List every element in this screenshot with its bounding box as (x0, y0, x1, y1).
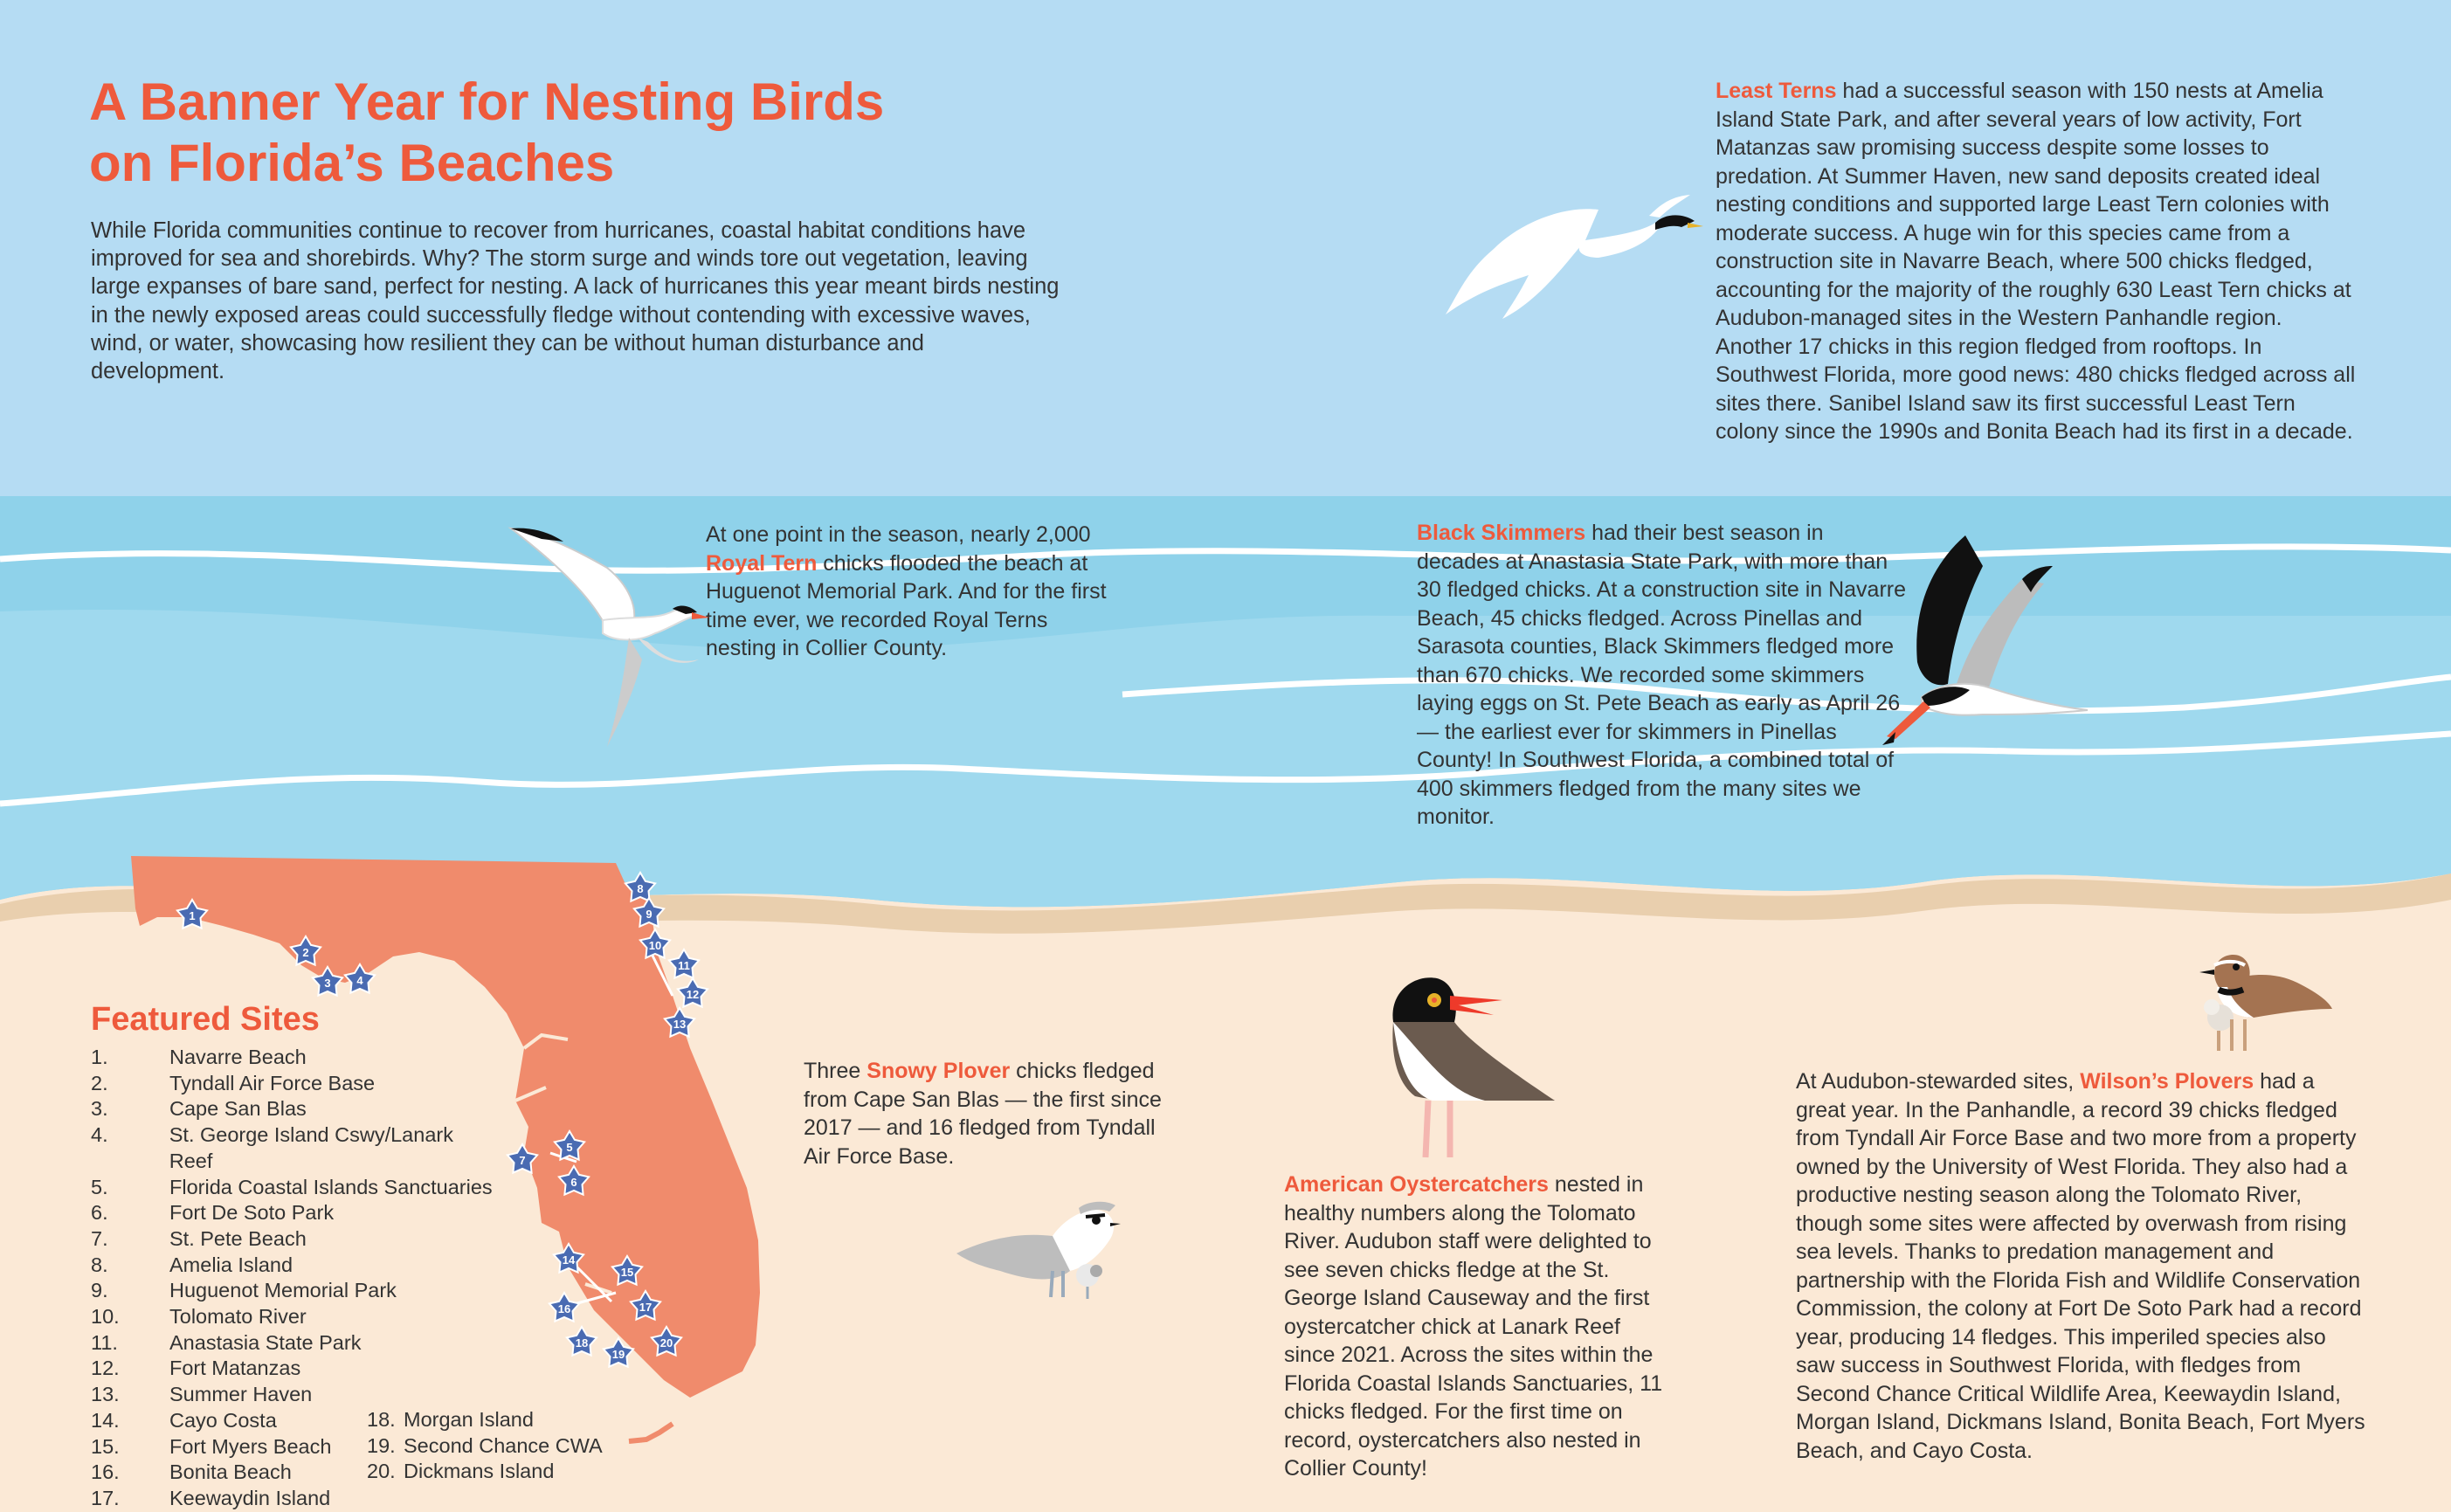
royal-tern-paragraph (706, 521, 1116, 663)
wilsons-plover-icon (2192, 948, 2332, 1057)
snowy-plover-before: Three (804, 1059, 867, 1083)
site-name: St. George Island Cswy/Lanark Reef (169, 1123, 453, 1172)
site-number: 20. (367, 1460, 396, 1483)
site-number: 14. (91, 1408, 120, 1432)
marker-number: 8 (637, 882, 644, 895)
marker-number: 6 (570, 1176, 577, 1189)
site-name: Florida Coastal Islands Sanctuaries (169, 1175, 493, 1198)
black-skimmer-species: Black Skimmers (1417, 521, 1586, 545)
list-item (91, 1330, 501, 1357)
title-line-1: A Banner Year for Nesting Birds (89, 72, 885, 131)
list-item (91, 1096, 501, 1122)
site-name: Fort Matanzas (169, 1357, 301, 1380)
least-tern-paragraph (1716, 77, 2362, 446)
marker-number: 13 (673, 1018, 687, 1031)
marker-number: 2 (302, 946, 309, 959)
marker-number: 18 (575, 1336, 589, 1350)
marker-number: 19 (611, 1348, 625, 1361)
site-name: St. Pete Beach (169, 1226, 307, 1250)
least-tern-icon (1441, 162, 1703, 328)
site-number: 16. (91, 1460, 120, 1484)
marker-number: 3 (324, 977, 331, 990)
list-item (91, 1486, 501, 1512)
list-item (91, 1304, 501, 1330)
marker-number: 16 (557, 1302, 571, 1315)
list-item (91, 1200, 501, 1226)
site-number: 6. (91, 1201, 108, 1225)
black-skimmer-paragraph (1417, 519, 1906, 832)
site-number: 12. (91, 1357, 120, 1380)
wilsons-plover-after: had a great year. In the Panhandle, a record 39 chicks fledged from Tyndall Air Force Base and two more from a property owned by the University of West Florida. They also had a productive nesting season along the Tolomato River, though some sites were affected by overwash from rising sea levels. Thanks to predation management and partnership with the Florida Fish and Wildlife Conservation Commission, the colony at Fort De Soto Park had a record year, producing 14 fledges. This imperiled species also saw success in Southwest Florida, with fledges from Second Chance Critical Wildlife Area, Keewaydin Island, Morgan Island, Dickmans Island, Bonita Beach, Fort Myers Beach, and Cayo Costa. (1796, 1069, 2365, 1463)
snowy-plover-species: Snowy Plover (866, 1059, 1011, 1083)
list-item (91, 1253, 501, 1279)
site-name: Fort Myers Beach (169, 1434, 332, 1458)
site-name: Tolomato River (169, 1305, 307, 1329)
site-number: 11. (91, 1330, 118, 1354)
site-number: 4. (91, 1123, 108, 1147)
site-number: 18. (367, 1408, 396, 1431)
list-item (91, 1122, 501, 1174)
featured-sites-heading: Featured Sites (91, 1001, 320, 1038)
marker-number: 10 (648, 939, 662, 952)
intro-paragraph: While Florida communities continue to recover from hurricanes, coastal habitat conditions have improved for sea and shorebirds. Why? The storm surge and winds tore out vegetation, leaving large expanses of bare sand, perfect for nesting. A lack of hurricanes this year meant birds nesting in the newly exposed areas could successfully fledge without contending with excessive waves, wind, or water, showcasing how resilient they can be without human disturbance and development. (91, 218, 1060, 384)
site-name: Fort De Soto Park (169, 1201, 335, 1225)
site-name: Tyndall Air Force Base (169, 1071, 376, 1094)
site-number: 10. (91, 1305, 120, 1329)
royal-tern-species: Royal Tern (706, 550, 818, 576)
site-number: 8. (91, 1253, 108, 1276)
list-item (91, 1045, 501, 1071)
wilsons-plover-before: At Audubon-stewarded sites, (1796, 1069, 2081, 1094)
list-item (91, 1226, 501, 1253)
marker-number: 20 (659, 1336, 673, 1350)
site-name: Navarre Beach (169, 1046, 307, 1068)
least-tern-species: Least Terns (1716, 79, 1837, 103)
site-name: Summer Haven (169, 1383, 313, 1406)
black-skimmer-text: had their best season in decades at Anastasia State Park, with more than 30 fledged chicks. At a construction site in Navarre Beach, 45 chicks fledged. Across Pinellas and Sarasota counties, Black Skimmers fledged more than 670 chicks. We recorded some skimmers laying eggs on St. Pete Beach as early as April 26 — the earliest ever for skimmers in Pinellas County! In Southwest Florida, a combined total of 400 skimmers fledged from the many sites we monitor. (1417, 521, 1907, 829)
marker-number: 15 (620, 1266, 634, 1279)
wilsons-plover-species: Wilson’s Plovers (2080, 1069, 2254, 1094)
site-name: Cape San Blas (169, 1097, 307, 1121)
site-number: 1. (91, 1046, 108, 1068)
site-name: Bonita Beach (169, 1460, 292, 1484)
site-number: 17. (91, 1486, 120, 1509)
least-tern-text: had a successful season with 150 nests at Amelia Island State Park, and after several years of low activity, Fort Matanzas saw promising success despite some losses to predation. At Summer Haven, new sand deposits created ideal nesting conditions and supported large Least Tern colonies with moderate success. A huge win for this species came from a construction site in Navarre Beach, where 500 chicks fledged, accounting for the majority of the roughly 630 Least Tern chicks at Audubon-managed sites in the Western Panhandle region. Another 17 chicks in this region fledged from rooftops. In Southwest Florida, more good news: 480 chicks fledged across all sites there. Sanibel Island saw its first successful Least Tern colony since the 1990s and Bonita Beach had its first in a decade. (1716, 79, 2356, 444)
marker-number: 17 (639, 1301, 652, 1314)
list-item (91, 1382, 501, 1408)
royal-tern-before: At one point in the season, nearly 2,000 (706, 522, 1091, 547)
site-name: Second Chance CWA (404, 1433, 603, 1457)
list-item (367, 1459, 629, 1485)
site-number: 3. (91, 1097, 108, 1121)
royal-tern-after: chicks flooded the beach at Huguenot Memorial Park. And for the first time ever, we recorded Royal Terns nesting in Collier County. (706, 550, 1107, 660)
site-number: 19. (367, 1433, 396, 1457)
snowy-plover-after: chicks fledged from Cape San Blas — the first since 2017 — and 16 fledged from Tyndall Air Force Base. (804, 1059, 1162, 1169)
site-name: Keewaydin Island (169, 1486, 331, 1509)
list-item (91, 1278, 501, 1304)
list-item (91, 1356, 501, 1382)
site-number: 2. (91, 1071, 108, 1094)
site-number: 15. (91, 1434, 120, 1458)
marker-number: 5 (566, 1141, 573, 1154)
site-number: 7. (91, 1226, 108, 1250)
site-name: Dickmans Island (404, 1460, 555, 1483)
snowy-plover-icon (956, 1184, 1118, 1315)
site-name: Anastasia State Park (169, 1330, 362, 1354)
marker-number: 7 (519, 1154, 526, 1167)
site-name: Amelia Island (169, 1253, 293, 1276)
featured-sites-list-col2 (367, 1407, 629, 1485)
marker-number: 14 (562, 1253, 576, 1267)
site-name: Cayo Costa (169, 1408, 277, 1432)
oystercatcher-paragraph (1284, 1170, 1673, 1483)
marker-number: 9 (646, 908, 652, 921)
snowy-plover-paragraph (804, 1057, 1170, 1170)
wilsons-plover-paragraph (1796, 1067, 2368, 1465)
site-number: 13. (91, 1383, 120, 1406)
site-number: 9. (91, 1279, 108, 1302)
title-line-2: on Florida’s Beaches (89, 134, 615, 192)
site-name: Huguenot Memorial Park (169, 1279, 397, 1302)
list-item (91, 1175, 501, 1201)
list-item (91, 1071, 501, 1097)
list-item (367, 1433, 629, 1460)
site-number: 5. (91, 1175, 108, 1198)
list-item (367, 1407, 629, 1433)
marker-number: 1 (189, 909, 196, 922)
site-name: Morgan Island (404, 1408, 534, 1431)
american-oystercatcher-icon (1380, 970, 1555, 1162)
oystercatcher-species: American Oystercatchers (1284, 1172, 1549, 1197)
marker-number: 12 (686, 988, 700, 1001)
royal-tern-icon (507, 520, 703, 751)
oystercatcher-text: nested in healthy numbers along the Tolomato River. Audubon staff were delighted to see seven chicks fledge at the St. George Island Causeway and the first oystercatcher chick at Lanark Reef since 2021. Across the sites within the Florida Coastal Islands Sanctuaries, 11 chicks fledged. For the first time on record, oystercatchers also nested in Collier County! (1284, 1172, 1663, 1481)
page-title (89, 72, 884, 194)
marker-number: 4 (356, 974, 363, 987)
black-skimmer-icon (1869, 531, 2088, 758)
marker-number: 11 (678, 959, 690, 972)
